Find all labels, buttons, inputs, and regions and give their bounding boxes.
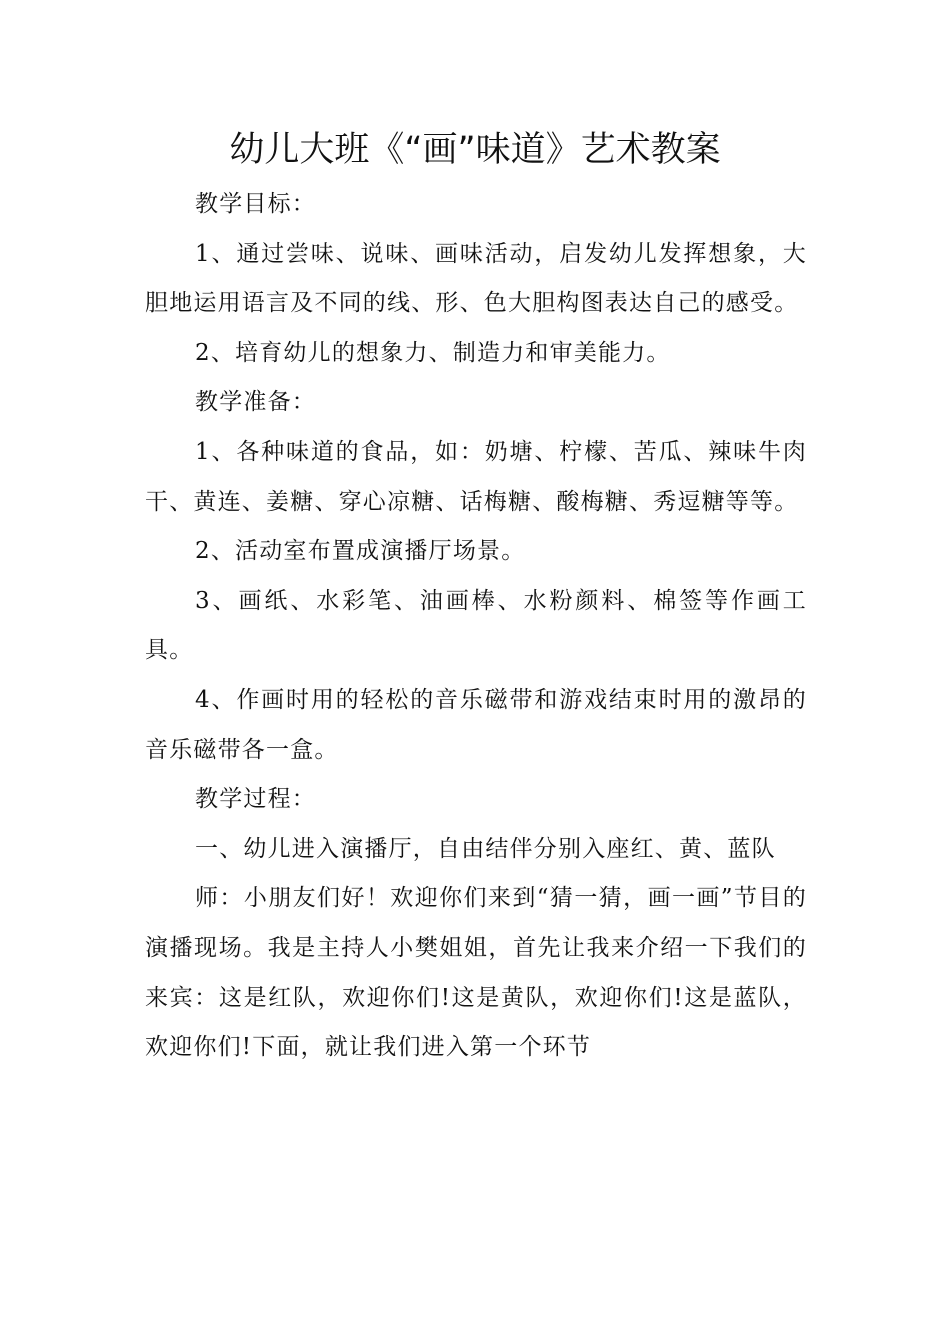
paragraph: 1、各种味道的食品，如：奶塘、柠檬、苦瓜、辣味牛肉干、黄连、姜糖、穿心凉糖、话梅糖、酸梅糖、秀逗糖等等。 — [145, 438, 807, 515]
section-heading-preparation: 教学准备： — [195, 389, 316, 416]
paragraph: 师：小朋友们好！欢迎你们来到“猜一猜，画一画”节目的演播现场。我是主持人小樊姐姐，首先让我来介绍一下我们的来宾：这是红队，欢迎你们!这是黄队，欢迎你们!这是蓝队，欢迎你们!下面，就让我们进入第一个环节 — [145, 885, 807, 1061]
paragraph: 2、活动室布置成演播厅场景。 — [195, 538, 526, 565]
document-body — [145, 180, 807, 1073]
paragraph: 1、通过尝味、说味、画味活动，启发幼儿发挥想象，大胆地运用语言及不同的线、形、色大胆构图表达自己的感受。 — [145, 240, 807, 317]
paragraph: 3、画纸、水彩笔、油画棒、水粉颜料、棉签等作画工具。 — [145, 587, 807, 664]
paragraph: 2、培育幼儿的想象力、制造力和审美能力。 — [195, 339, 671, 366]
section-heading-objectives: 教学目标： — [195, 191, 316, 217]
document-title: 幼儿大班《“画”味道》艺术教案 — [229, 130, 721, 170]
paragraph: 一、幼儿进入演播厅，自由结伴分别入座红、黄、蓝队 — [195, 835, 776, 862]
paragraph: 4、作画时用的轻松的音乐磁带和游戏结束时用的激昂的音乐磁带各一盒。 — [145, 686, 807, 763]
section-heading-process: 教学过程： — [195, 786, 316, 813]
